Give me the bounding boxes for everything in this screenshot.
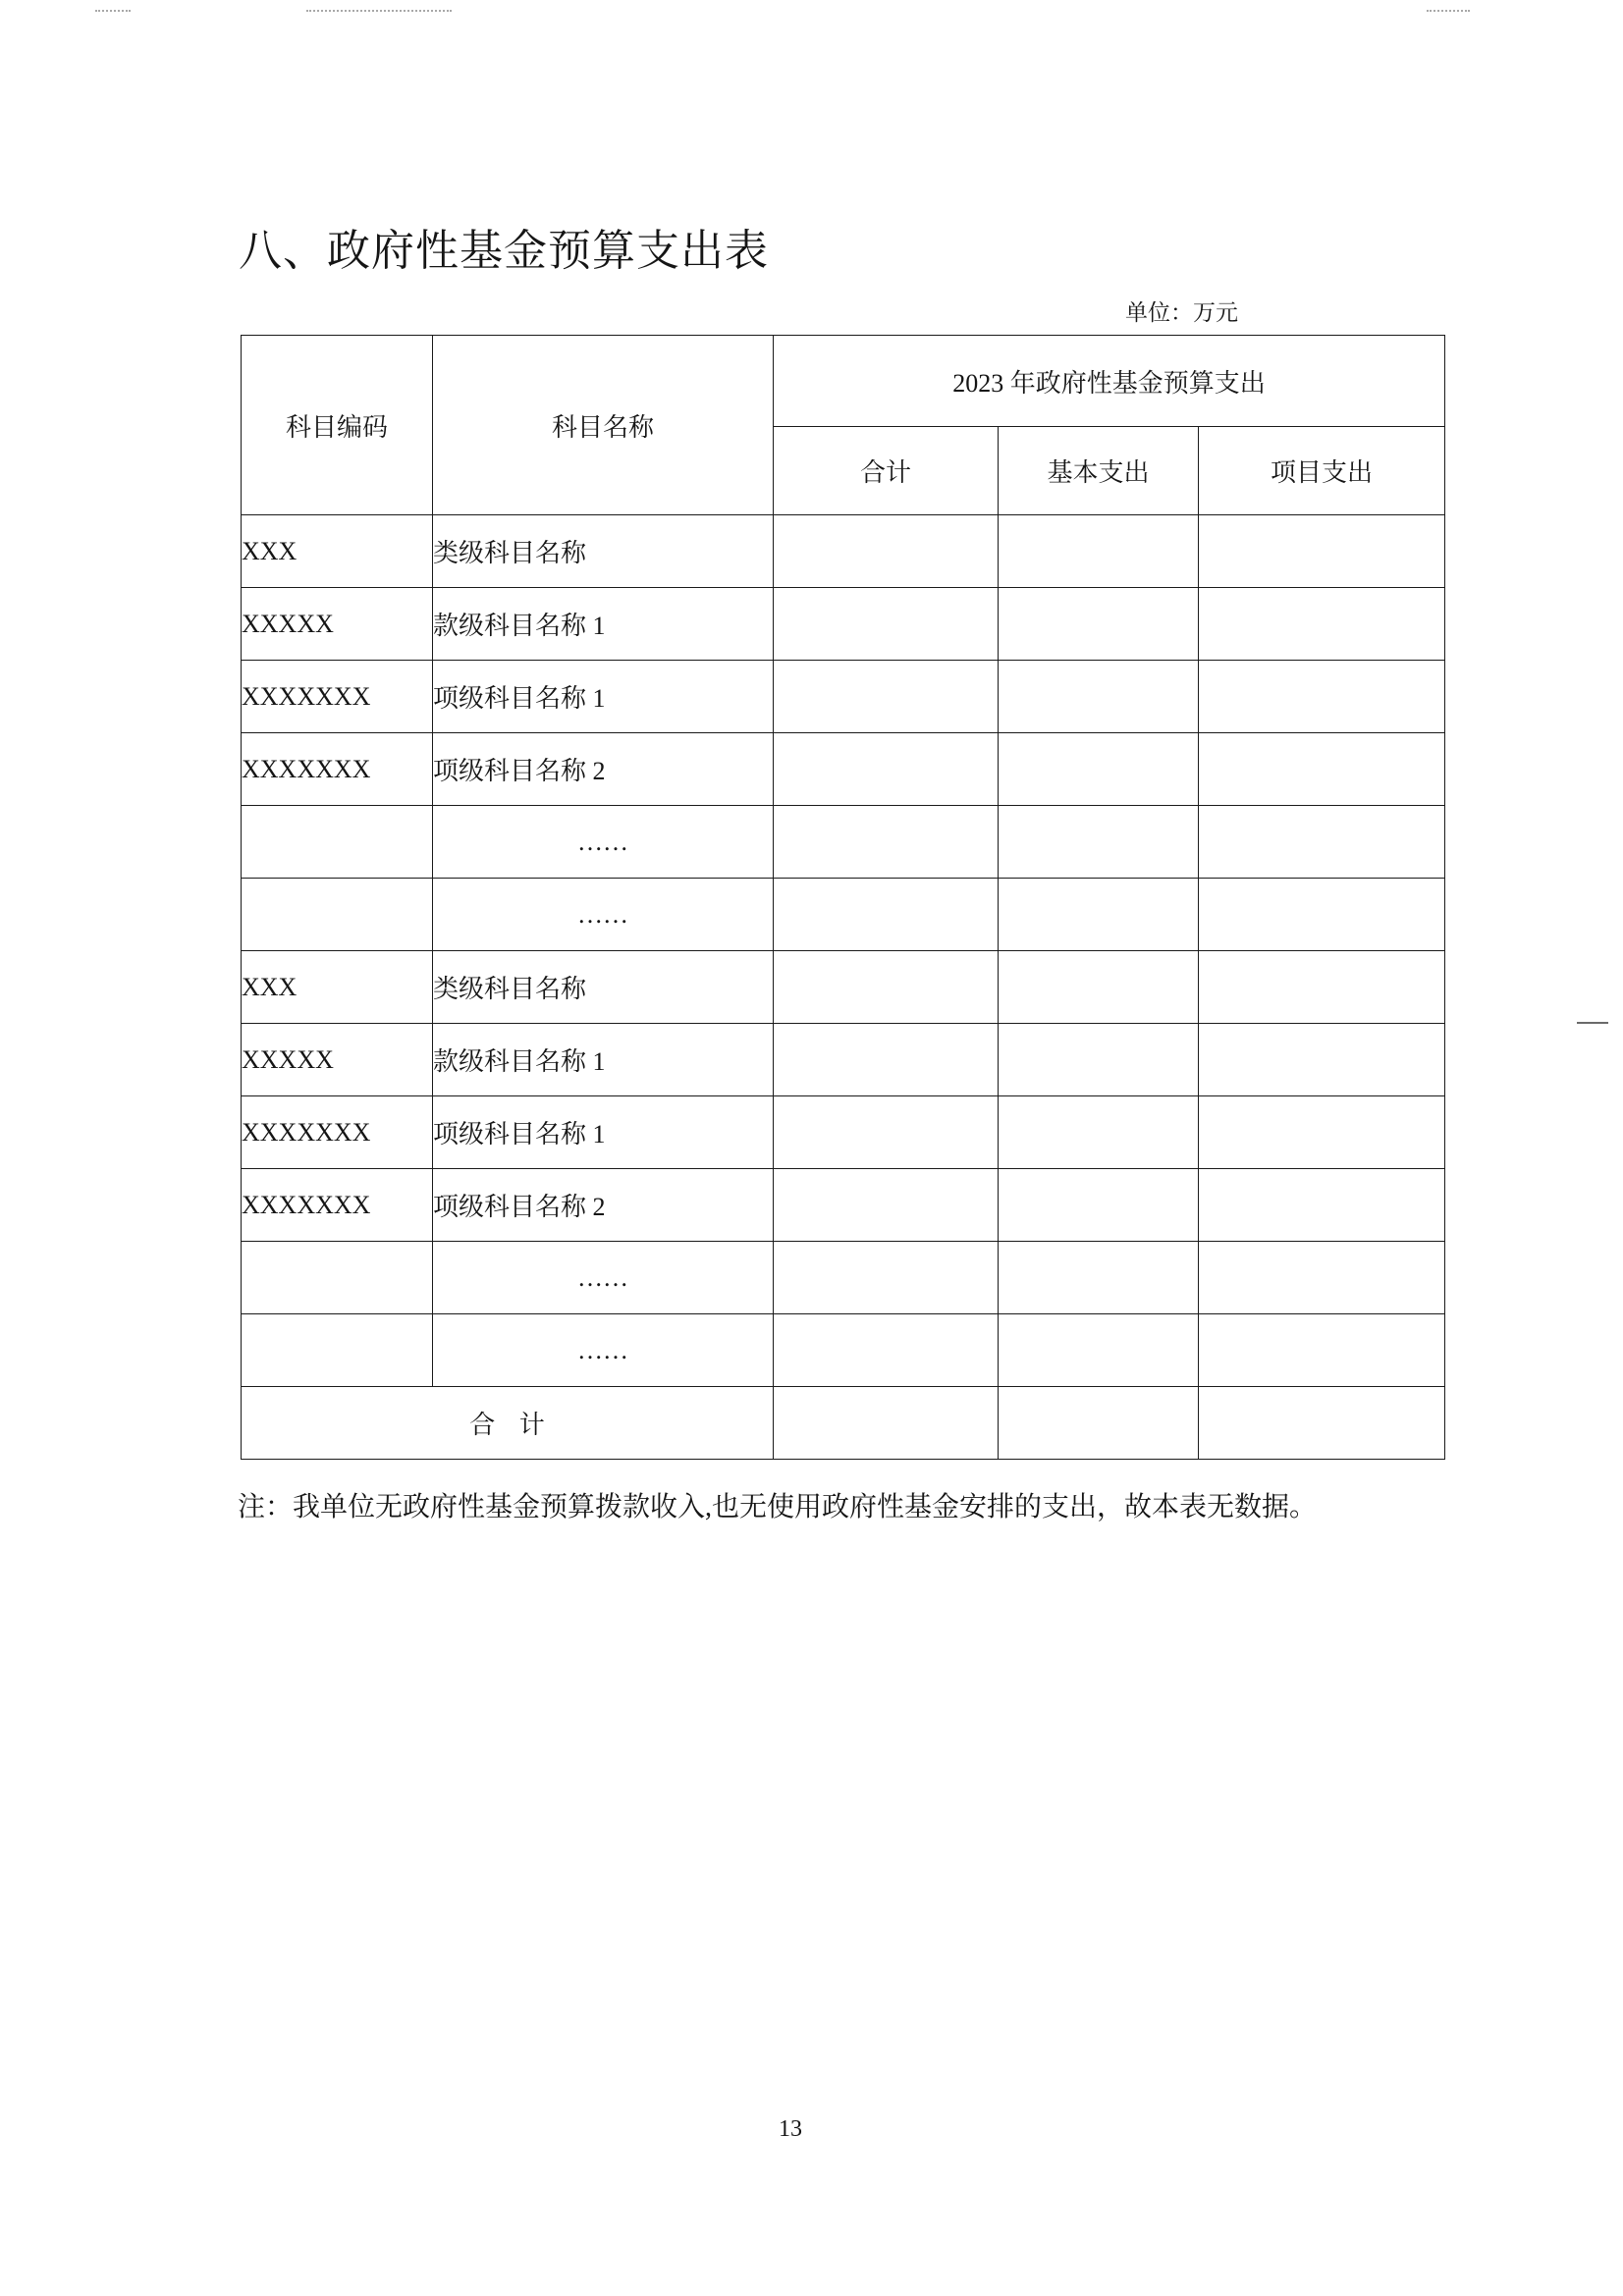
table-row xyxy=(242,1169,1445,1242)
table-row xyxy=(242,1096,1445,1169)
subject-name-cell: 款级科目名称 1 xyxy=(433,588,774,661)
project-expenditure-cell xyxy=(1199,1096,1445,1169)
project-expenditure-cell xyxy=(1199,515,1445,588)
basic-expenditure-cell xyxy=(999,1096,1199,1169)
header-project-expenditure: 项目支出 xyxy=(1199,427,1445,515)
subject-code-cell: XXXXXXX xyxy=(242,1096,433,1169)
basic-expenditure-cell xyxy=(999,1242,1199,1314)
header-expenditure-group: 2023 年政府性基金预算支出 xyxy=(774,336,1445,427)
project-expenditure-cell xyxy=(1199,588,1445,661)
subject-name-cell: 款级科目名称 1 xyxy=(433,1024,774,1096)
subject-name-cell: 项级科目名称 1 xyxy=(433,1096,774,1169)
subject-name-cell: 类级科目名称 xyxy=(433,951,774,1024)
page-number: 13 xyxy=(779,2116,802,2142)
project-expenditure-cell xyxy=(1199,661,1445,733)
project-expenditure-cell xyxy=(1199,733,1445,806)
page-title: 八、政府性基金预算支出表 xyxy=(239,226,769,276)
total-amount-cell xyxy=(774,588,999,661)
table-row xyxy=(242,951,1445,1024)
subject-code-cell: XXXXX xyxy=(242,588,433,661)
subject-name-cell: 类级科目名称 xyxy=(433,515,774,588)
subject-name-cell: …… xyxy=(433,879,774,951)
subject-code-cell xyxy=(242,1314,433,1387)
total-amount-cell xyxy=(774,1024,999,1096)
subject-code-cell: XXXXXXX xyxy=(242,733,433,806)
subject-name-cell: 项级科目名称 2 xyxy=(433,733,774,806)
table-row xyxy=(242,515,1445,588)
table-row xyxy=(242,879,1445,951)
subject-code-cell: XXXXXXX xyxy=(242,661,433,733)
subject-code-cell: XXXXX xyxy=(242,1024,433,1096)
scan-artifact xyxy=(1427,10,1470,12)
subject-code-cell: XXX xyxy=(242,951,433,1024)
subject-code-cell: XXXXXXX xyxy=(242,1169,433,1242)
total-amount-cell xyxy=(774,1314,999,1387)
header-total: 合计 xyxy=(774,427,999,515)
total-amount-cell xyxy=(774,661,999,733)
basic-expenditure-cell xyxy=(999,515,1199,588)
table-total-row xyxy=(242,1387,1445,1460)
subject-name-cell: 项级科目名称 2 xyxy=(433,1169,774,1242)
basic-expenditure-cell xyxy=(999,1314,1199,1387)
table-row xyxy=(242,733,1445,806)
scan-artifact xyxy=(1577,1022,1608,1024)
total-amount-cell xyxy=(774,1387,999,1460)
table-header-row xyxy=(242,336,1445,427)
unit-label: 单位：万元 xyxy=(1125,300,1238,325)
subject-code-cell xyxy=(242,1242,433,1314)
subject-name-cell: …… xyxy=(433,806,774,879)
total-amount-cell xyxy=(774,806,999,879)
table-note: 注：我单位无政府性基金预算拨款收入,也无使用政府性基金安排的支出，故本表无数据。 xyxy=(238,1492,1318,1522)
basic-expenditure-cell xyxy=(999,1169,1199,1242)
basic-expenditure-cell xyxy=(999,1024,1199,1096)
subject-name-cell: …… xyxy=(433,1242,774,1314)
project-expenditure-cell xyxy=(1199,951,1445,1024)
scan-artifact xyxy=(95,10,131,12)
project-expenditure-cell xyxy=(1199,1169,1445,1242)
project-expenditure-cell xyxy=(1199,806,1445,879)
header-subject-code: 科目编码 xyxy=(242,336,433,515)
project-expenditure-cell xyxy=(1199,1314,1445,1387)
total-amount-cell xyxy=(774,951,999,1024)
scan-artifact xyxy=(306,10,452,12)
basic-expenditure-cell xyxy=(999,951,1199,1024)
total-row-label: 合 计 xyxy=(242,1387,774,1460)
basic-expenditure-cell xyxy=(999,806,1199,879)
header-basic-expenditure: 基本支出 xyxy=(999,427,1199,515)
table-row xyxy=(242,1242,1445,1314)
project-expenditure-cell xyxy=(1199,879,1445,951)
project-expenditure-cell xyxy=(1199,1242,1445,1314)
total-amount-cell xyxy=(774,1096,999,1169)
basic-expenditure-cell xyxy=(999,588,1199,661)
table-row xyxy=(242,588,1445,661)
project-expenditure-cell xyxy=(1199,1024,1445,1096)
subject-name-cell: 项级科目名称 1 xyxy=(433,661,774,733)
budget-expenditure-table xyxy=(241,335,1445,1460)
basic-expenditure-cell xyxy=(999,733,1199,806)
subject-code-cell: XXX xyxy=(242,515,433,588)
basic-expenditure-cell xyxy=(999,661,1199,733)
total-amount-cell xyxy=(774,515,999,588)
total-amount-cell xyxy=(774,733,999,806)
subject-code-cell xyxy=(242,879,433,951)
total-amount-cell xyxy=(774,1169,999,1242)
total-amount-cell xyxy=(774,1242,999,1314)
table-row xyxy=(242,661,1445,733)
subject-name-cell: …… xyxy=(433,1314,774,1387)
basic-expenditure-cell xyxy=(999,879,1199,951)
table-row xyxy=(242,806,1445,879)
table-row xyxy=(242,1314,1445,1387)
total-amount-cell xyxy=(774,879,999,951)
table-row xyxy=(242,1024,1445,1096)
project-expenditure-cell xyxy=(1199,1387,1445,1460)
header-subject-name: 科目名称 xyxy=(433,336,774,515)
subject-code-cell xyxy=(242,806,433,879)
basic-expenditure-cell xyxy=(999,1387,1199,1460)
